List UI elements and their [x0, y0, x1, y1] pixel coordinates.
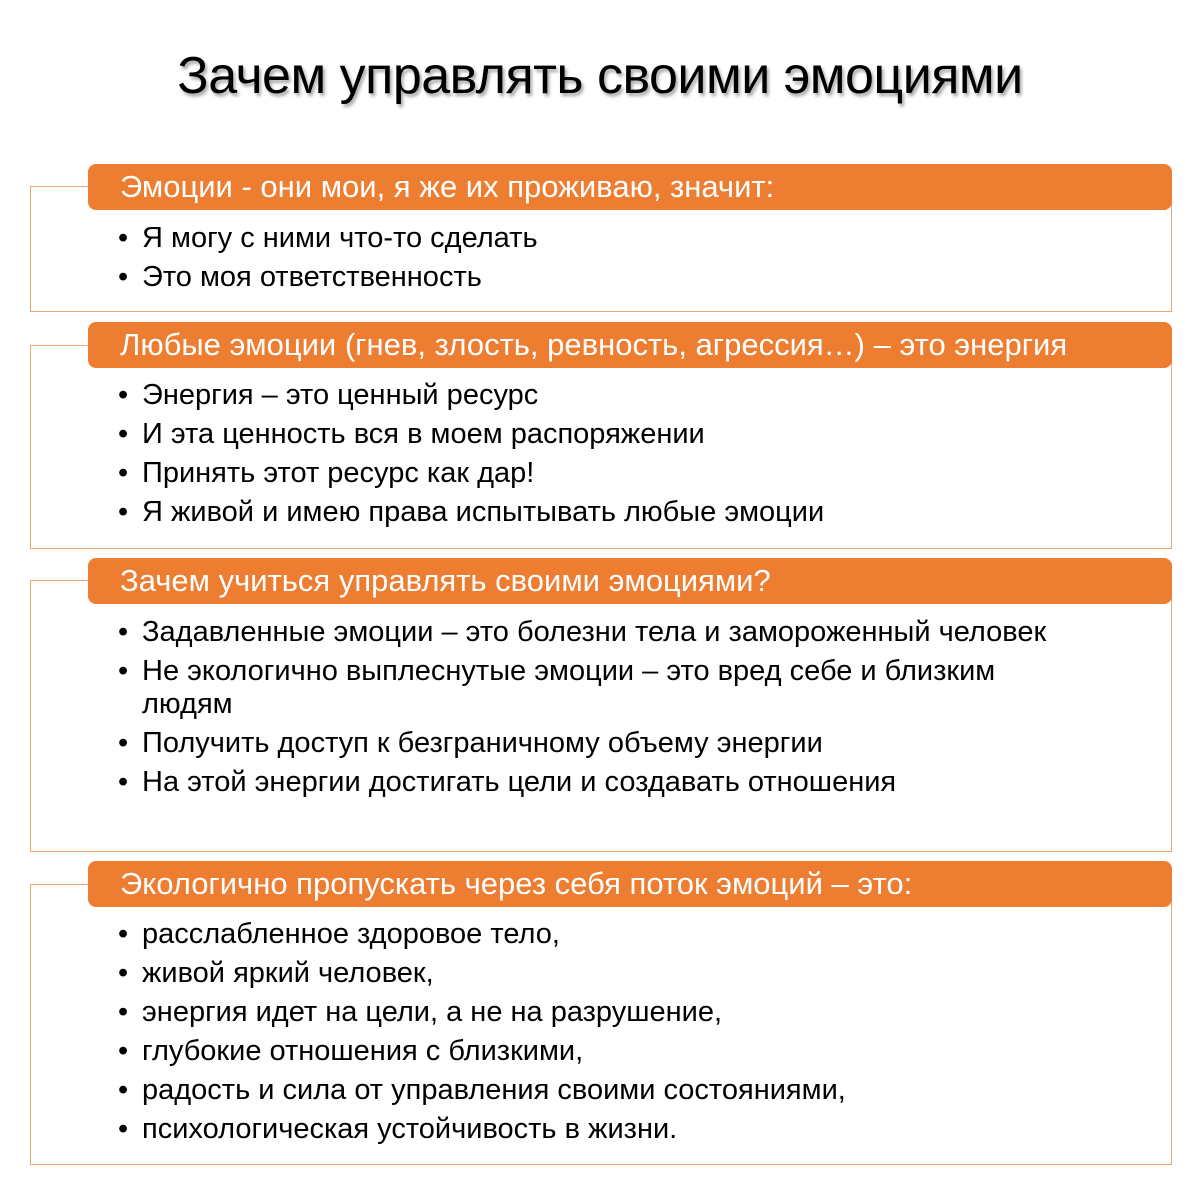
list-item: • Принять этот ресурс как дар! [118, 457, 1090, 490]
page-title: Зачем управлять своими эмоциями [177, 47, 1023, 105]
list-item: • живой яркий человек, [118, 957, 1090, 990]
bullet-list [118, 379, 1090, 535]
list-item: • Не экологично выплеснутые эмоции – это вред себе и близким людям [118, 655, 1090, 721]
list-item: • И эта ценность вся в моем распоряжении [118, 418, 1090, 451]
section-header: Зачем учиться управлять своими эмоциями? [88, 558, 1172, 604]
list-item: • Энергия – это ценный ресурс [118, 379, 1090, 412]
section-connector-line [30, 345, 90, 346]
list-item: • Я живой и имею права испытывать любые эмоции [118, 496, 1090, 529]
section-connector-line [30, 884, 90, 885]
list-item: • Задавленные эмоции – это болезни тела и замороженный человек [118, 616, 1090, 649]
section-connector-line [30, 186, 90, 187]
section-header: Эмоции - они мои, я же их проживаю, значит: [88, 164, 1172, 210]
list-item: • глубокие отношения с близкими, [118, 1035, 1090, 1068]
section-connector-line [30, 580, 90, 581]
list-item: • психологическая устойчивость в жизни. [118, 1113, 1090, 1146]
list-item: • Получить доступ к безграничному объему энергии [118, 727, 1090, 760]
section-header: Любые эмоции (гнев, злость, ревность, агрессия…) – это энергия [88, 322, 1172, 368]
list-item: • На этой энергии достигать цели и создавать отношения [118, 766, 1090, 799]
list-item: • Это моя ответственность [118, 261, 1090, 294]
bullet-list [118, 616, 1090, 805]
list-item: • Я могу с ними что-то сделать [118, 222, 1090, 255]
bullet-list [118, 918, 1090, 1152]
section-header: Экологично пропускать через себя поток эмоций – это: [88, 861, 1172, 907]
list-item: • радость и сила от управления своими состояниями, [118, 1074, 1090, 1107]
list-item: • энергия идет на цели, а не на разрушение, [118, 996, 1090, 1029]
list-item: • расслабленное здоровое тело, [118, 918, 1090, 951]
bullet-list [118, 222, 1090, 300]
